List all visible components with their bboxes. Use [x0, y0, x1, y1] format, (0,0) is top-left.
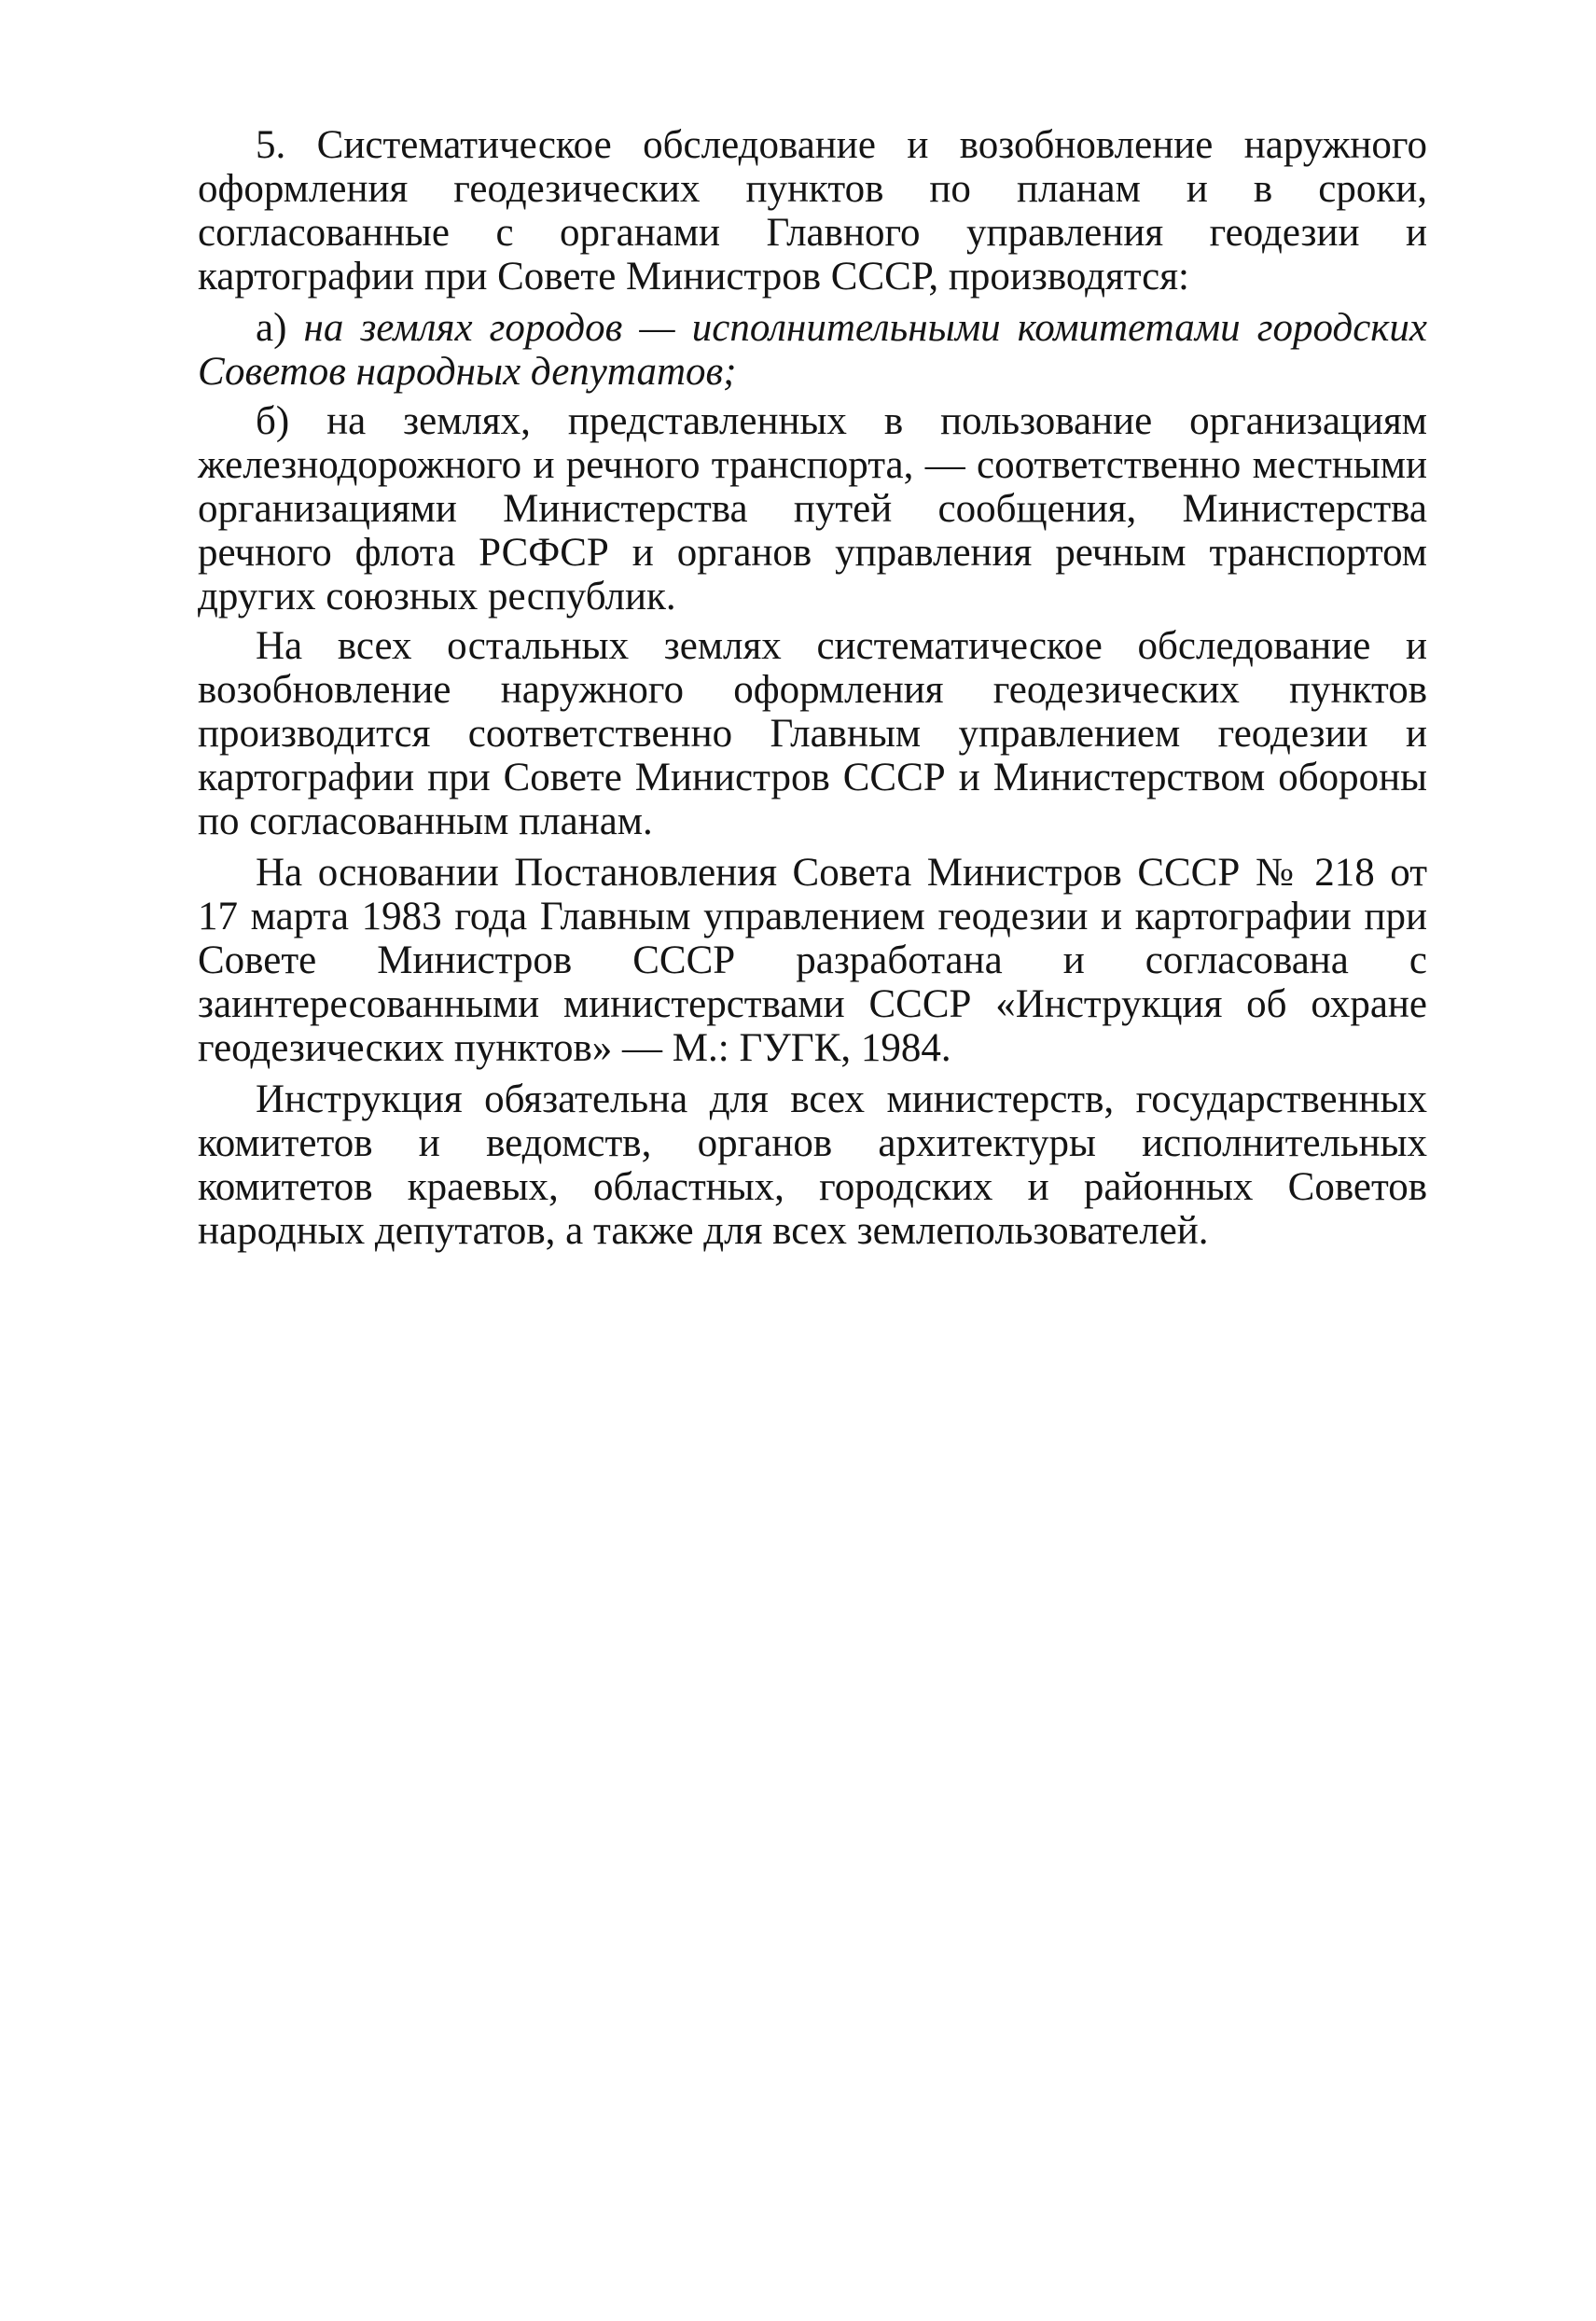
document-body	[198, 123, 1427, 1260]
subitem-prefix: а)	[256, 306, 304, 350]
subitem-text: на землях городов — исполнительными комитетами городских Советов народных депутатов;	[198, 306, 1427, 394]
paragraph-text: б) на землях, представленных в пользование организациям железнодорожного и речного транспорта, — соответственно местными организациями Министерства путей сообщения, Министерства речного флота РСФСР и органов управления речным транспортом других союзных республик.	[198, 399, 1427, 618]
paragraph-subitem-a	[198, 306, 1427, 394]
paragraph-instruction-scope	[198, 1077, 1427, 1253]
paragraph-other-lands	[198, 624, 1427, 843]
paragraph-text: Инструкция обязательна для всех министерств, государственных комитетов и ведомств, органов архитектуры исполнительных комитетов краевых, областных, городских и районных Советов народных депутатов, а также для всех землепользователей.	[198, 1077, 1427, 1253]
paragraph-text: На основании Постановления Совета Министров СССР № 218 от 17 марта 1983 года Главным управлением геодезии и картографии при Совете Министров СССР разработана и согласована с заинтересованными министерствами СССР «Инструкция об охране геодезических пунктов» — М.: ГУГК, 1984.	[198, 851, 1427, 1070]
paragraph-item-5	[198, 123, 1427, 299]
paragraph-text: 5. Систематическое обследование и возобновление наружного оформления геодезических пунктов по планам и в сроки, согласованные с органами Главного управления геодезии и картографии при Совете Министров СССР, производятся:	[198, 123, 1427, 299]
paragraph-text: На всех остальных землях систематическое обследование и возобновление наружного оформления геодезических пунктов производится соответственно Главным управлением геодезии и картографии при Совете Министров СССР и Министерством обороны по согласованным планам.	[198, 624, 1427, 843]
paragraph-resolution	[198, 851, 1427, 1070]
paragraph-subitem-b	[198, 399, 1427, 618]
